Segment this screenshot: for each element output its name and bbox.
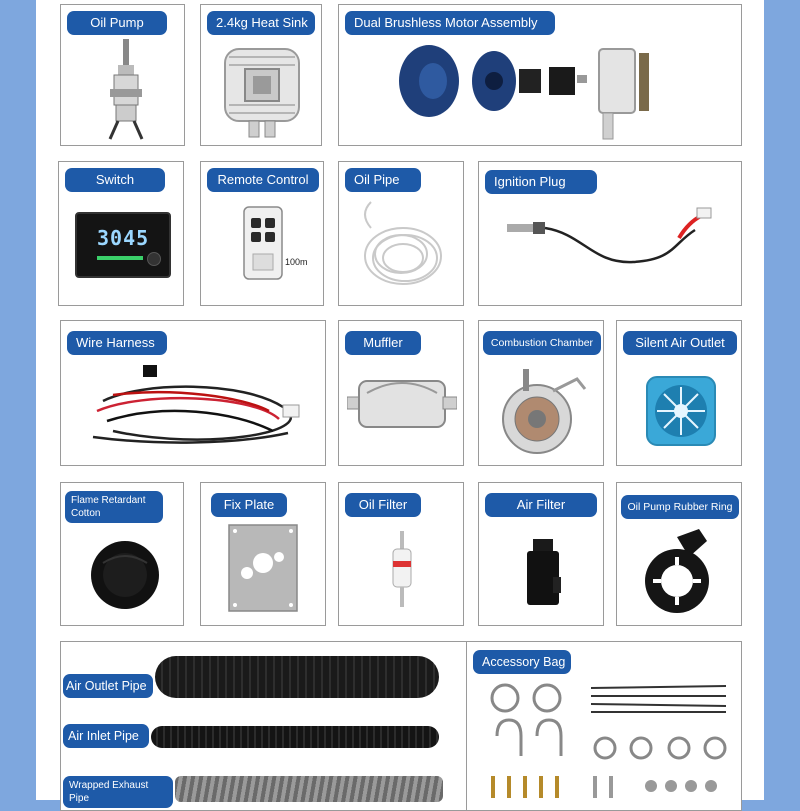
switch-knob <box>147 252 161 266</box>
oil-pipe-image <box>351 198 451 298</box>
motor-image <box>389 31 719 143</box>
ignition-cell <box>478 161 742 306</box>
switch-display-panel <box>75 212 171 278</box>
heat-sink-label: 2.4kg Heat Sink <box>207 11 315 35</box>
harness-image <box>83 361 313 461</box>
inlet-pipe-label: Air Inlet Pipe <box>63 724 149 748</box>
fix-plate-cell <box>200 482 326 626</box>
fix-plate-image <box>227 523 299 613</box>
outlet-pipe-image <box>155 656 439 698</box>
oil-pump-label: Oil Pump <box>67 11 167 35</box>
muffler-cell <box>338 320 464 466</box>
remote-label: Remote Control <box>207 168 319 192</box>
harness-label: Wire Harness <box>67 331 167 355</box>
switch-cell <box>58 161 184 306</box>
heat-sink-cell <box>200 4 322 146</box>
exhaust-pipe-label: Wrapped Exhaust Pipe <box>63 776 173 808</box>
inlet-pipe-image <box>151 726 439 748</box>
air-filter-label: Air Filter <box>485 493 597 517</box>
accessory-items-image <box>481 676 731 806</box>
fix-plate-label: Fix Plate <box>211 493 287 517</box>
rubber-ring-cell <box>616 482 742 626</box>
oil-pipe-cell <box>338 161 464 306</box>
switch-indicator-bar <box>97 256 143 260</box>
oil-pump-image <box>96 39 156 144</box>
chamber-image <box>493 365 593 461</box>
rubber-ring-image <box>637 527 717 617</box>
switch-label: Switch <box>65 168 165 192</box>
flame-cotton-cell <box>60 482 184 626</box>
remote-range-text: 100m <box>285 257 308 267</box>
remote-cell <box>200 161 324 306</box>
oil-filter-image <box>387 531 417 611</box>
muffler-label: Muffler <box>345 331 421 355</box>
harness-cell <box>60 320 326 466</box>
oil-filter-cell <box>338 482 464 626</box>
muffler-image <box>347 369 457 439</box>
chamber-cell <box>478 320 604 466</box>
motor-cell <box>338 4 742 146</box>
chamber-label: Combustion Chamber <box>483 331 601 355</box>
motor-label: Dual Brushless Motor Assembly <box>345 11 555 35</box>
flame-cotton-image <box>89 539 161 611</box>
exhaust-pipe-image <box>175 776 443 802</box>
ignition-image <box>503 204 723 274</box>
silent-outlet-cell <box>616 320 742 466</box>
pipes-cell <box>60 641 480 811</box>
accessory-bag-label: Accessory Bag <box>473 650 571 674</box>
outlet-pipe-label: Air Outlet Pipe <box>63 674 153 698</box>
silent-outlet-image <box>645 375 717 447</box>
rubber-ring-label: Oil Pump Rubber Ring <box>621 495 739 519</box>
accessory-bag-cell <box>466 641 742 811</box>
air-filter-image <box>523 537 563 611</box>
oil-filter-label: Oil Filter <box>345 493 421 517</box>
ignition-label: Ignition Plug <box>485 170 597 194</box>
flame-cotton-label: Flame Retardant Cotton <box>65 491 163 523</box>
air-filter-cell <box>478 482 604 626</box>
switch-display-value: 3045 <box>97 226 150 250</box>
oil-pipe-label: Oil Pipe <box>345 168 421 192</box>
remote-image <box>243 206 283 280</box>
heat-sink-image <box>217 43 307 143</box>
product-sheet <box>36 0 764 804</box>
silent-outlet-label: Silent Air Outlet <box>623 331 737 355</box>
oil-pump-cell <box>60 4 185 146</box>
